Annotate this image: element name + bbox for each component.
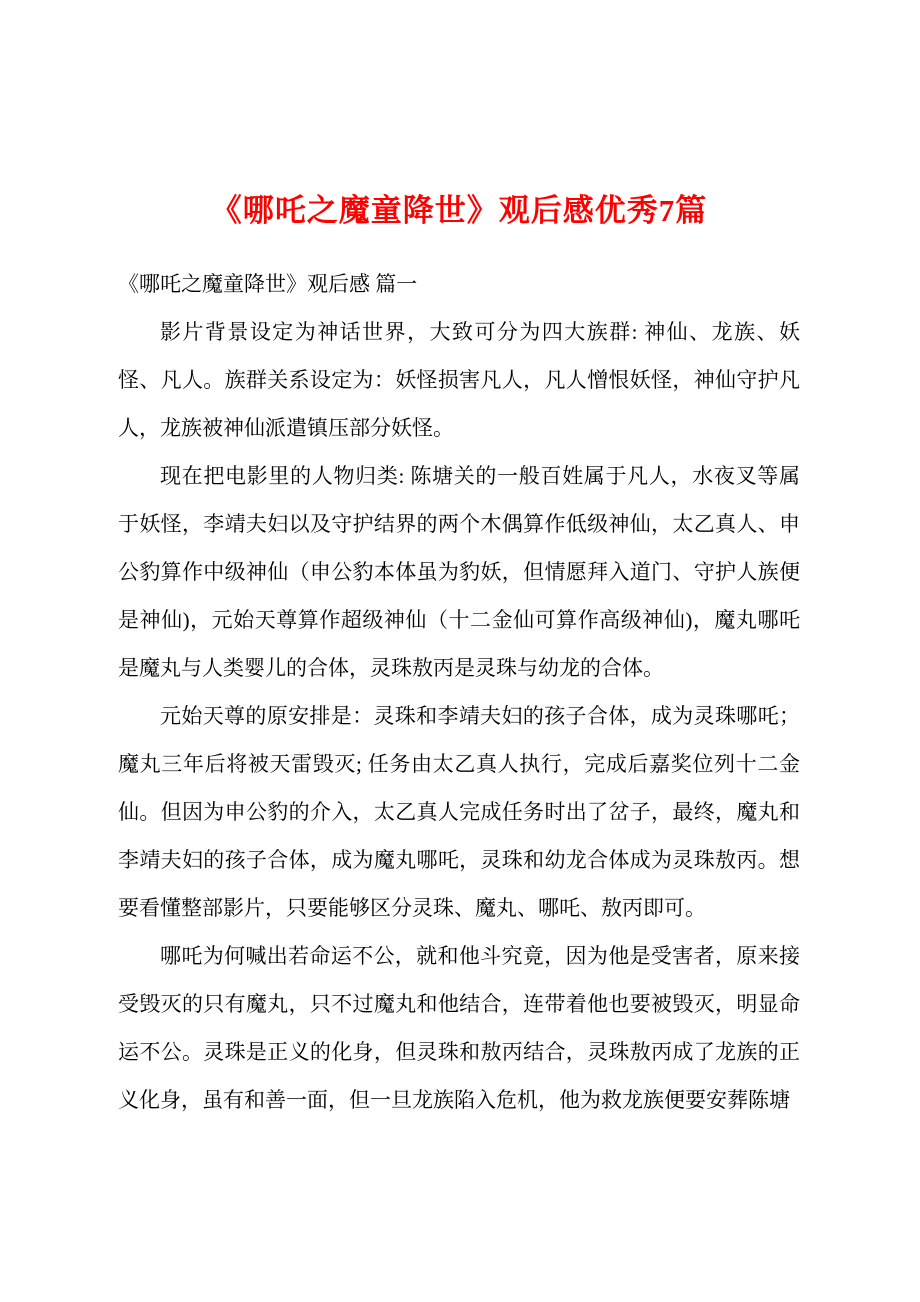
paragraph: 元始天尊的原安排是：灵珠和李靖夫妇的孩子合体，成为灵珠哪吒；魔丸三年后将被天雷毁灭; 任务由太乙真人执行，完成后嘉奖位列十二金仙。但因为申公豹的介入，太乙真人完成任务时出了岔子，最终，魔丸和李靖夫妇的孩子合体，成为魔丸哪吒，灵珠和幼龙合体成为灵珠敖丙。想要看懂整部影片，只要能够区分灵珠、魔丸、哪吒、敖丙即可。 (118, 704, 800, 920)
document-title: 《哪吒之魔童降世》观后感优秀7篇 (210, 193, 708, 228)
paragraph: 《哪吒之魔童降世》观后感 篇一 (118, 272, 418, 296)
paragraph: 现在把电影里的人物归类: 陈塘关的一般百姓属于凡人，水夜叉等属于妖怪，李靖夫妇以及守护结界的两个木偶算作低级神仙，太乙真人、申公豹算作中级神仙（申公豹本体虽为豹妖，但情愿拜入道门、守护人族便是神仙)，元始天尊算作超级神仙（十二金仙可算作高级神仙)，魔丸哪吒是魔丸与人类婴儿的合体，灵珠敖丙是灵珠与幼龙的合体。 (118, 464, 800, 680)
paragraph: 影片背景设定为神话世界，大致可分为四大族群: 神仙、龙族、妖怪、凡人。族群关系设定为：妖怪损害凡人，凡人憎恨妖怪，神仙守护凡人，龙族被神仙派遣镇压部分妖怪。 (118, 320, 800, 440)
document-body (118, 260, 800, 1124)
paragraph: 哪吒为何喊出若命运不公，就和他斗究竟，因为他是受害者，原来接受毁灭的只有魔丸，只不过魔丸和他结合，连带着他也要被毁灭，明显命运不公。灵珠是正义的化身，但灵珠和敖丙结合，灵珠敖丙成了龙族的正义化身，虽有和善一面，但一旦龙族陷入危机，他为救龙族便要安葬陈塘 (118, 944, 800, 1112)
